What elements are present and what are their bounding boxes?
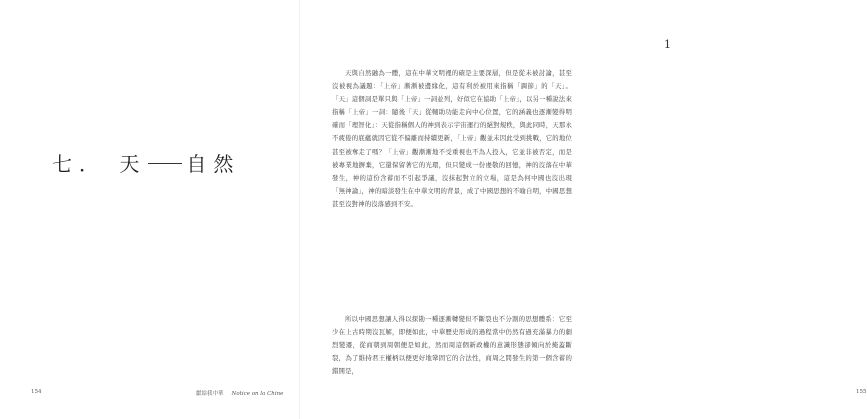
chapter-number: 七． (52, 152, 106, 176)
left-page (0, 0, 300, 419)
section-number: 1 (664, 38, 671, 51)
chapter-word-nature: 自然 (186, 152, 241, 176)
running-footer-zh: 獻給我中華 (196, 391, 224, 397)
running-footer-fr: Notice on la Chine (231, 391, 284, 397)
body-paragraph-2: 所以中國思想讓人得以探勘一種逐漸轉變但不斷裂也不分割的思想體系：它至少在上古時期沒瓦解，即便如此，中華歷史形成的過程當中仍然有過充滿暴力的劇烈變遷，從商朝到周朝便是如此，然而周這個新政權的意識形態卻傾向於掩蓋斷裂，為了維持君王權柄以便更好地鞏固它的合法性，商周之間發生的第一個含蓄的錯開是， (332, 315, 572, 376)
page-number-right: 155 (856, 389, 867, 395)
running-footer (196, 389, 283, 397)
chapter-word-heaven: 天 (119, 152, 147, 176)
em-dash (148, 163, 182, 164)
chapter-title (52, 148, 282, 177)
body-paragraph-1: 天與自然融為一體，這在中華文明裡的確是主要深層，但是從未被討論，甚至沒被視為議題：「上帝」漸漸被邊緣化，這有利於被用來指稱「調節」的「天」。「天」這個詞是單只與「上帝」一詞並列，好似它在協助「上帝」，以另一種說法來指稱「上帝」一詞：隨後「天」從輔助功能走向中心位置，它的涵義也逐漸變得明確而「理智化」：天從指稱個人的神到表示宇宙運行的絕對規秩，與此同時，天那永不疲倦的底蘊就因它從不偏離而持續更新，「上帝」觀並未因此受到挑戰，它的地位甚至被奪走了嗎？「上帝」觀漸漸地不受重視也不為人投入，它並非被否定，而是被專業地摒棄，它還保留著它的光環，但只變成一份虔敬的回憶，神的沒落在中華發生，神的這份含蓄而不引起爭議，沒抹起對立的立場，這是為何中國也沒出現「無神論」，神的暗淡發生在中華文明的背景，成了中國思想的不喻自明，中國思想甚至沒對神的沒落感到不安。 (332, 69, 572, 208)
page-number-left: 154 (31, 389, 42, 395)
